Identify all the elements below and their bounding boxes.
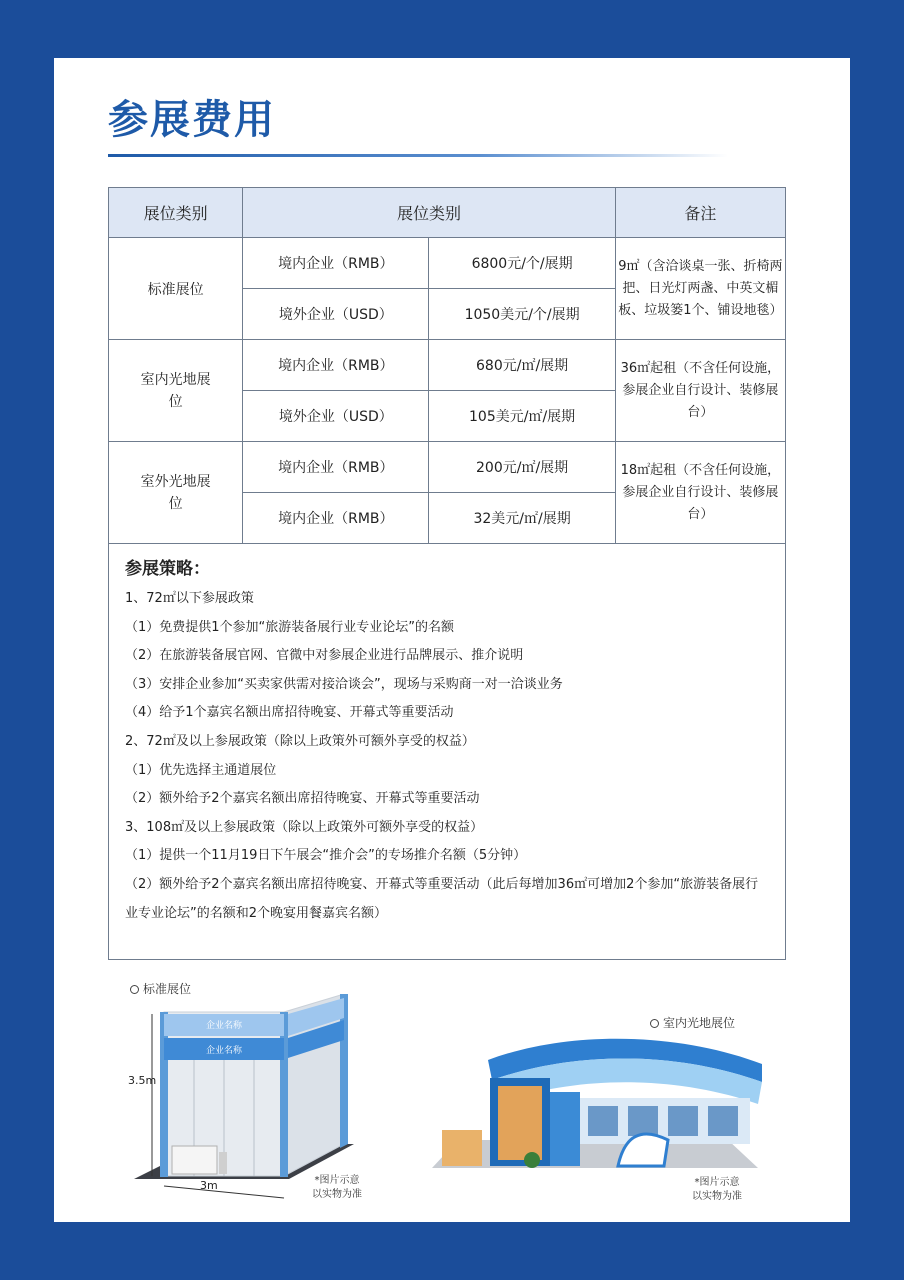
disclaimer-line-1: *图片示意 bbox=[314, 1175, 360, 1186]
page-title: 参展费用 bbox=[108, 97, 276, 143]
disclaimer-line-2: 以实物为准 bbox=[312, 1189, 362, 1200]
brochure-page bbox=[54, 58, 850, 1222]
category-outdoor-label: 室外光地展位 bbox=[140, 473, 211, 512]
standard-height-label: 3.5m bbox=[128, 1074, 157, 1087]
strategy-line: （2）额外给予2个嘉宾名额出席招待晚宴、开幕式等重要活动 bbox=[125, 791, 480, 807]
strategy-line: （1）优先选择主通道展位 bbox=[125, 762, 277, 778]
indoor-booth-caption-text: 室内光地展位 bbox=[663, 1016, 736, 1030]
price: 1050美元/个/展期 bbox=[429, 289, 615, 340]
price: 200元/㎡/展期 bbox=[429, 442, 615, 493]
fee-table bbox=[108, 187, 786, 544]
company-type: 境内企业（RMB） bbox=[243, 442, 429, 493]
strategy-box bbox=[108, 541, 786, 960]
strategy-line: （1）免费提供1个参加“旅游装备展行业专业论坛”的名额 bbox=[125, 619, 455, 635]
strategy-line: 3、108㎡及以上参展政策（除以上政策外可额外享受的权益） bbox=[125, 819, 484, 835]
standard-fascia-text: 企业名称 bbox=[205, 1046, 243, 1056]
table-row bbox=[109, 238, 786, 289]
header-category: 展位类别 bbox=[109, 188, 243, 238]
company-type: 境外企业（USD） bbox=[243, 391, 429, 442]
standard-booth-illustration bbox=[124, 994, 364, 1204]
price: 680元/㎡/展期 bbox=[429, 340, 615, 391]
category-indoor bbox=[109, 340, 243, 442]
company-type: 境内企业（RMB） bbox=[243, 340, 429, 391]
table-row bbox=[109, 442, 786, 493]
strategy-line: （1）提供一个11月19日下午展会“推介会”的专场推介名额（5分钟） bbox=[125, 848, 527, 864]
category-indoor-label: 室内光地展位 bbox=[140, 371, 211, 410]
standard-width-label: 3m bbox=[200, 1179, 218, 1192]
indoor-booth-illustration bbox=[428, 1020, 768, 1180]
category-outdoor bbox=[109, 442, 243, 544]
note-standard: 9㎡（含洽谈桌一张、折椅两把、日光灯两盏、中英文楣板、垃圾篓1个、铺设地毯） bbox=[615, 238, 785, 340]
price: 32美元/㎡/展期 bbox=[429, 493, 615, 544]
standard-booth-caption-text: 标准展位 bbox=[143, 982, 192, 996]
strategy-line: （2）额外给予2个嘉宾名额出席招待晚宴、开幕式等重要活动（此后每增加36㎡可增加2个参加“旅游装备展行业专业论坛”的名额和2个晚宴用餐嘉宾名额） bbox=[125, 876, 759, 921]
company-type: 境内企业（RMB） bbox=[243, 238, 429, 289]
category-standard: 标准展位 bbox=[109, 238, 243, 340]
header-note: 备注 bbox=[615, 188, 785, 238]
company-type: 境内企业（RMB） bbox=[243, 493, 429, 544]
bullet-icon bbox=[130, 985, 139, 994]
strategy-line: 2、72㎡及以上参展政策（除以上政策外可额外享受的权益） bbox=[125, 733, 475, 749]
strategy-line: （2）在旅游装备展官网、官微中对参展企业进行品牌展示、推介说明 bbox=[125, 648, 524, 664]
disclaimer-line-2: 以实物为准 bbox=[692, 1191, 742, 1202]
price: 6800元/个/展期 bbox=[429, 238, 615, 289]
price: 105美元/㎡/展期 bbox=[429, 391, 615, 442]
strategy-heading: 参展策略： bbox=[125, 559, 210, 579]
strategy-line: （4）给予1个嘉宾名额出席招待晚宴、开幕式等重要活动 bbox=[125, 705, 454, 721]
note-outdoor: 18㎡起租（不含任何设施，参展企业自行设计、装修展台） bbox=[615, 442, 785, 544]
fee-table-header bbox=[109, 188, 786, 238]
note-indoor: 36㎡起租（不含任何设施，参展企业自行设计、装修展台） bbox=[615, 340, 785, 442]
strategy-line: （3）安排企业参加“买卖家供需对接洽谈会”，现场与采购商一对一洽谈业务 bbox=[125, 676, 563, 692]
title-underline bbox=[108, 154, 728, 157]
company-type: 境外企业（USD） bbox=[243, 289, 429, 340]
header-category-detail: 展位类别 bbox=[243, 188, 616, 238]
standard-disclaimer bbox=[302, 1174, 372, 1202]
standard-fascia-text-top: 企业名称 bbox=[205, 1021, 243, 1031]
indoor-disclaimer bbox=[682, 1176, 752, 1204]
disclaimer-line-1: *图片示意 bbox=[694, 1177, 740, 1188]
table-row bbox=[109, 340, 786, 391]
strategy-line: 1、72㎡以下参展政策 bbox=[125, 591, 254, 606]
